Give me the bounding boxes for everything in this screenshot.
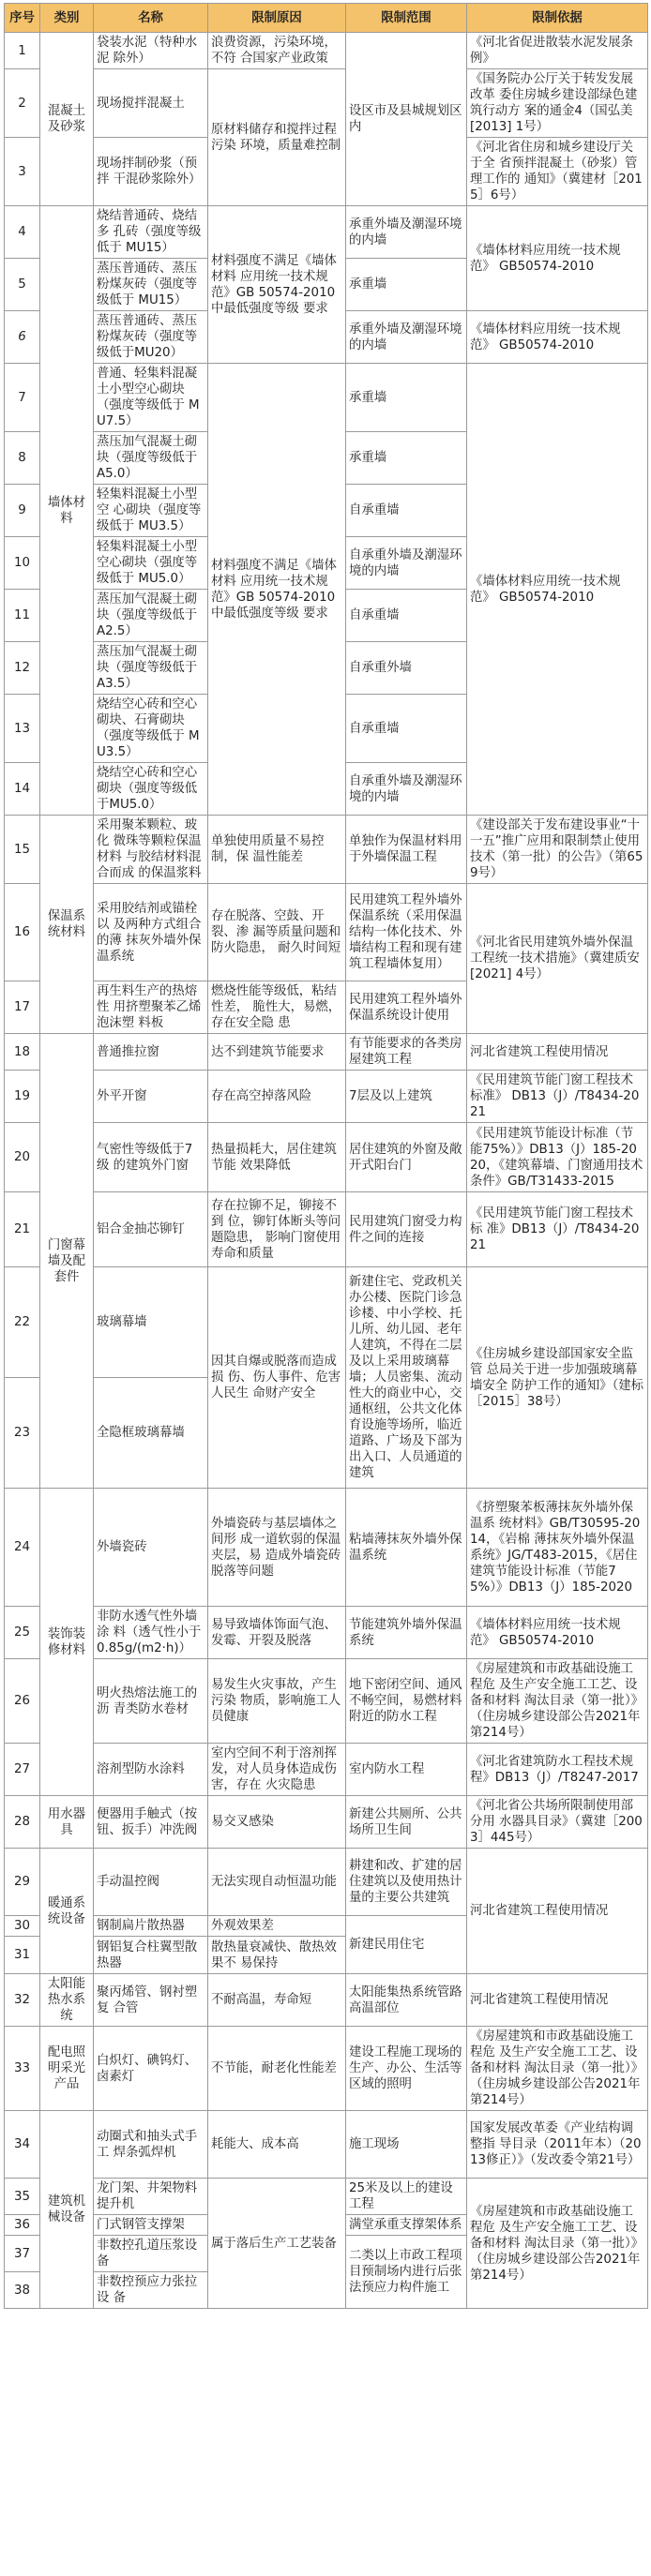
row-name: 铝合金抽芯铆钉: [94, 1192, 208, 1267]
row-seq: 9: [5, 485, 40, 537]
row-name: 钢制扁片散热器: [94, 1916, 208, 1937]
row-name: 轻集料混凝土小型空心砌块（强度等级低于 MU5.0）: [94, 537, 208, 590]
row-scope: 民用建筑工程外墙外保温系统设计使用: [346, 981, 467, 1034]
row-basis: 《河北省建筑防水工程技术规 程》DB13（J）/T8247-2017: [467, 1744, 648, 1796]
row-seq: 22: [5, 1267, 40, 1378]
row-reason: 外墙瓷砖与基层墙体之间形 成一道软弱的保温夹层，易 造成外墙瓷砖脱落等问题: [208, 1489, 346, 1607]
row-reason: 耗能大、成本高: [208, 2111, 346, 2179]
col-scope-header: 限制范围: [346, 4, 467, 33]
row-name: 蒸压加气混凝土砌块（强度等级低于 A5.0）: [94, 432, 208, 485]
row-seq: 38: [5, 2272, 40, 2309]
row-seq: 37: [5, 2236, 40, 2272]
table-row: [5, 1607, 648, 1659]
row-scope: 承重外墙及潮湿环境的内墙: [346, 311, 467, 364]
row-name: 烧结普通砖、烧结多 孔砖（强度等级低于 MU15）: [94, 206, 208, 259]
row-basis: 河北省建筑工程使用情况: [467, 1974, 648, 2027]
row-name: 蒸压加气混凝土砌块（强度等级低于 A3.5）: [94, 642, 208, 695]
table-row: [5, 1034, 648, 1071]
table-row: [5, 2179, 648, 2215]
row-scope: 承重墙: [346, 364, 467, 432]
table-row: [5, 1267, 648, 1378]
row-name: 蒸压加气混凝土砌块（强度等级低于 A2.5）: [94, 590, 208, 642]
row-basis: 《住房城乡建设部国家安全监管 总局关于进一步加强玻璃幕墙安全 防护工作的通知》（建标［2015］38号）: [467, 1267, 648, 1489]
row-name: 便器用手触式（按钮、扳手）冲洗阀: [94, 1796, 208, 1849]
row-seq: 36: [5, 2215, 40, 2236]
row-name: 轻集料混凝土小型空 心砌块（强度等级低于 MU3.5）: [94, 485, 208, 537]
table-row: [5, 206, 648, 259]
row-scope: 室内防水工程: [346, 1744, 467, 1796]
row-basis: 《墙体材料应用统一技术规范》 GB50574-2010: [467, 206, 648, 311]
row-reason: 外观效果差: [208, 1916, 346, 1937]
row-basis: 《河北省促进散装水泥发展条例》: [467, 33, 648, 69]
row-reason: 达不到建筑节能要求: [208, 1034, 346, 1071]
table-row: [5, 1489, 648, 1607]
row-basis: 《墙体材料应用统一技术规范》 GB50574-2010: [467, 364, 648, 816]
row-name: 采用胶结剂或锚栓以 及两种方式组合的薄 抹灰外墙外保温系统: [94, 884, 208, 981]
header-row: [5, 4, 648, 33]
row-category: 装饰装修材料: [40, 1489, 94, 1796]
row-seq: 31: [5, 1937, 40, 1974]
row-category: 墙体材料: [40, 206, 94, 816]
row-reason: 属于落后生产工艺装备: [208, 2179, 346, 2309]
row-seq: 11: [5, 590, 40, 642]
row-scope: 7层及以上建筑: [346, 1071, 467, 1123]
row-seq: 8: [5, 432, 40, 485]
row-reason: 燃烧性能等级低，粘结性差， 脆性大，易燃，存在安全隐 患: [208, 981, 346, 1034]
row-seq: 20: [5, 1123, 40, 1192]
table-row: [5, 1849, 648, 1916]
row-category: 配电照明采光产品: [40, 2027, 94, 2111]
row-basis: 《民用建筑节能门窗工程技术标 准》DB13（J）/T8434-2021: [467, 1192, 648, 1267]
row-name: 龙门架、井架物料提升机: [94, 2179, 208, 2215]
row-name: 全隐框玻璃幕墙: [94, 1378, 208, 1489]
row-reason: 因其自爆或脱落而造成损 伤、伤人事件、危害人民生 命财产安全: [208, 1267, 346, 1489]
row-reason: 热量损耗大，居住建筑节能 效果降低: [208, 1123, 346, 1192]
row-seq: 29: [5, 1849, 40, 1916]
row-scope: 自承重外墙: [346, 642, 467, 695]
row-seq: 10: [5, 537, 40, 590]
row-basis: 《挤塑聚苯板薄抹灰外墙外保温系 统材料》GB/T30595-2014，《岩棉 薄抹灰外墙外保温系统》JG/T483-2015，《居住建筑节能设计标准（节能75%）》DB13（J）185-2020: [467, 1489, 648, 1607]
row-reason: 易导致墙体饰面气泡、发霉、开裂及脱落: [208, 1607, 346, 1659]
table-row: [5, 1974, 648, 2027]
table-row: [5, 1071, 648, 1123]
row-name: 钢铝复合柱翼型散热器: [94, 1937, 208, 1974]
row-basis: 《房屋建筑和市政基础设施工程危 及生产安全施工工艺、设备和材料 淘汰目录（第一批）》（住房城乡建设部公告2021年第214号）: [467, 1659, 648, 1744]
row-reason: 散热量衰减快、散热效果不 易保持: [208, 1937, 346, 1974]
row-scope: 承重外墙及潮湿环境的内墙: [346, 206, 467, 259]
table-row: [5, 816, 648, 884]
row-scope: 施工现场: [346, 2111, 467, 2179]
row-category: 混凝土及砂浆: [40, 33, 94, 206]
row-name: 现场搅拌混凝土: [94, 69, 208, 138]
col-basis-header: 限制依据: [467, 4, 648, 33]
row-reason: 材料强度不满足《墙体材料 应用统一技术规范》GB 50574-2010中最低强度等级 要求: [208, 206, 346, 364]
row-scope: 新建住宅、党政机关办公楼、医院门诊急诊楼、中小学校、托儿所、幼儿园、老年人建筑，不得在二层及以上采用玻璃幕墙；人员密集、流动性大的商业中心，交通枢纽，公共文化体育设施等场所，临近道路、广场及下部为出入口、人员通道的建筑: [346, 1267, 467, 1489]
row-name: 外平开窗: [94, 1071, 208, 1123]
row-seq: 35: [5, 2179, 40, 2215]
row-scope: 粘墙薄抹灰外墙外保温系统: [346, 1489, 467, 1607]
row-category: 用水器具: [40, 1796, 94, 1849]
row-name: 蒸压普通砖、蒸压粉煤灰砖（强度等级低于 MU15）: [94, 259, 208, 311]
row-name: 非数控预应力张拉设 备: [94, 2272, 208, 2309]
row-seq: 5: [5, 259, 40, 311]
row-name: 烧结空心砖和空心 砌块、石膏砌块（强度等级低于 MU3.5）: [94, 695, 208, 763]
row-basis: 《墙体材料应用统一技术规范》 GB50574-2010: [467, 311, 648, 364]
row-name: 现场拌制砂浆（预拌 干混砂浆除外）: [94, 138, 208, 206]
row-category: 门窗幕墙及配套件: [40, 1034, 94, 1489]
row-seq: 12: [5, 642, 40, 695]
row-seq: 1: [5, 33, 40, 69]
row-name: 聚丙烯管、钢衬塑复 合管: [94, 1974, 208, 2027]
table-row: [5, 1659, 648, 1744]
row-category: 建筑机械设备: [40, 2111, 94, 2309]
row-reason: 不耐高温，寿命短: [208, 1974, 346, 2027]
row-scope: 自承重墙: [346, 485, 467, 537]
table-row: [5, 1192, 648, 1267]
table-row: [5, 2111, 648, 2179]
row-name: 非防水透气性外墙涂 料（透气性小于0.85g/(m2·h)）: [94, 1607, 208, 1659]
row-seq: 33: [5, 2027, 40, 2111]
row-basis: 河北省建筑工程使用情况: [467, 1034, 648, 1071]
row-name: 气密性等级低于7级 的建筑外门窗: [94, 1123, 208, 1192]
row-basis: 《河北省民用建筑外墙外保温工程统一技术措施》（冀建质安[2021] 4号）: [467, 884, 648, 1034]
row-reason: 易交叉感染: [208, 1796, 346, 1849]
row-scope: 有节能要求的各类房屋建筑工程: [346, 1034, 467, 1071]
row-category: 暖通系统设备: [40, 1849, 94, 1974]
row-scope: 地下密闭空间、通风不畅空间，易燃材料附近的防水工程: [346, 1659, 467, 1744]
row-seq: 16: [5, 884, 40, 981]
row-name: 外墙瓷砖: [94, 1489, 208, 1607]
row-seq: 19: [5, 1071, 40, 1123]
col-reason-header: 限制原因: [208, 4, 346, 33]
row-basis: 《民用建筑节能设计标准（节能75%）》DB13（J）185-2020，《建筑幕墙、门窗通用技术条件》GB/T31433-2015: [467, 1123, 648, 1192]
row-scope: 太阳能集热系统管路高温部位: [346, 1974, 467, 2027]
row-reason: 浪费资源，污染环境，不符 合国家产业政策: [208, 33, 346, 69]
table-row: [5, 364, 648, 432]
row-basis: 国家发展改革委《产业结构调整指 导目录（2011年本）（2013修正）》（发改委令第21号）: [467, 2111, 648, 2179]
row-scope: 承重墙: [346, 259, 467, 311]
row-scope: 民用建筑门窗受力构件之间的连接: [346, 1192, 467, 1267]
row-reason: 易发生火灾事故，产生污染 物质，影响施工人员健康: [208, 1659, 346, 1744]
row-reason: 材料强度不满足《墙体材料 应用统一技术规范》GB 50574-2010中最低强度等级 要求: [208, 364, 346, 816]
row-scope: 耕建和改、扩建的居住建筑以及使用热计量的主要公共建筑: [346, 1849, 467, 1916]
row-scope: 自承重墙: [346, 590, 467, 642]
row-reason: 存在脱落、空鼓、开裂、渗 漏等质量问题和防火隐患， 耐久时间短: [208, 884, 346, 981]
row-name: 袋装水泥（特种水泥 除外）: [94, 33, 208, 69]
row-reason: 单独使用质量不易控制，保 温性能差: [208, 816, 346, 884]
row-scope: 二类以上市政工程项目预制场内进行后张法预应力构件施工: [346, 2236, 467, 2309]
row-seq: 4: [5, 206, 40, 259]
row-basis: 《河北省公共场所限制使用部分用 水器具目录》（冀建［2003］445号）: [467, 1796, 648, 1849]
row-basis: 《建设部关于发布建设事业“十一五”推广应用和限制禁止使用技术（第一批）的公告》（第659号）: [467, 816, 648, 884]
row-seq: 2: [5, 69, 40, 138]
table-row: [5, 884, 648, 981]
row-name: 明火热熔法施工的沥 青类防水卷材: [94, 1659, 208, 1744]
row-scope: 自承重墙: [346, 695, 467, 763]
row-seq: 28: [5, 1796, 40, 1849]
row-seq: 18: [5, 1034, 40, 1071]
row-seq: 30: [5, 1916, 40, 1937]
row-scope: 新建民用住宅: [346, 1916, 467, 1974]
row-seq: 13: [5, 695, 40, 763]
row-basis: 《民用建筑节能门窗工程技术标准》 DB13（J）/T8434-2021: [467, 1071, 648, 1123]
row-seq: 7: [5, 364, 40, 432]
row-scope: 自承重外墙及潮湿环境的内墙: [346, 537, 467, 590]
row-scope: 新建公共厕所、公共场所卫生间: [346, 1796, 467, 1849]
row-basis: 河北省建筑工程使用情况: [467, 1849, 648, 1974]
row-name: 蒸压普通砖、蒸压粉煤灰砖（强度等级低于MU20）: [94, 311, 208, 364]
row-basis: 《墙体材料应用统一技术规范》 GB50574-2010: [467, 1607, 648, 1659]
row-name: 溶剂型防水涂料: [94, 1744, 208, 1796]
row-seq: 15: [5, 816, 40, 884]
table-row: [5, 2027, 648, 2111]
row-seq: 6: [5, 311, 40, 364]
row-seq: 27: [5, 1744, 40, 1796]
row-basis: 《房屋建筑和市政基础设施工程危 及生产安全施工工艺、设备和材料 淘汰目录（第一批）》（住房城乡建设部公告2021年第214号）: [467, 2027, 648, 2111]
row-category: 太阳能热水系统: [40, 1974, 94, 2027]
row-name: 白炽灯、碘钨灯、卤素灯: [94, 2027, 208, 2111]
row-seq: 3: [5, 138, 40, 206]
row-basis: 《房屋建筑和市政基础设施工程危 及生产安全施工工艺、设备和材料 淘汰目录（第一批）》（住房城乡建设部公告2021年第214号）: [467, 2179, 648, 2309]
row-scope: 节能建筑外墙外保温系统: [346, 1607, 467, 1659]
row-seq: 21: [5, 1192, 40, 1267]
row-seq: 24: [5, 1489, 40, 1607]
row-reason: 原材料储存和搅拌过程污染 环境，质量难控制: [208, 69, 346, 206]
table-row: [5, 1744, 648, 1796]
row-reason: 存在高空掉落风险: [208, 1071, 346, 1123]
row-scope: 设区市及县城规划区内: [346, 33, 467, 206]
row-reason: 存在拉铆不足，铆接不到 位，铆钉体断头等问题隐患， 影响门窗使用寿命和质量: [208, 1192, 346, 1267]
row-scope: 建设工程施工现场的生产、办公、生活等区域的照明: [346, 2027, 467, 2111]
row-scope: 满堂承重支撑架体系: [346, 2215, 467, 2236]
table-row: [5, 1796, 648, 1849]
row-seq: 14: [5, 763, 40, 816]
row-name: 普通、轻集料混凝土小型空心砌块（强度等级低于 MU7.5）: [94, 364, 208, 432]
row-name: 烧结空心砖和空心砌块（强度等级低于MU5.0）: [94, 763, 208, 816]
row-basis: 《国务院办公厅关于转发发展改革 委住房城乡建设部绿色建筑行动方 案的通金4（国弘美[2013] 1号）: [467, 69, 648, 138]
row-name: 采用聚苯颗粒、玻化 微珠等颗粒保温材料 与胶结材料混合而成 的保温浆料: [94, 816, 208, 884]
row-scope: 居住建筑的外窗及敞开式阳台门: [346, 1123, 467, 1192]
row-name: 门式钢管支撑架: [94, 2215, 208, 2236]
row-seq: 34: [5, 2111, 40, 2179]
row-name: 玻璃幕墙: [94, 1267, 208, 1378]
row-scope: 承重墙: [346, 432, 467, 485]
row-seq: 17: [5, 981, 40, 1034]
row-scope: 民用建筑工程外墙外保温系统（采用保温结构一体化技术、外墙结构工程和现有建筑工程墙体复用）: [346, 884, 467, 981]
row-seq: 25: [5, 1607, 40, 1659]
table-row: [5, 1123, 648, 1192]
col-category-header: 类别: [40, 4, 94, 33]
row-reason: 不节能，耐老化性能差: [208, 2027, 346, 2111]
row-name: 动圈式和抽头式手工 焊条弧焊机: [94, 2111, 208, 2179]
row-category: 保温系统材料: [40, 816, 94, 1034]
restriction-table: [4, 3, 648, 2309]
row-name: 再生料生产的热熔性 用挤塑聚苯乙烯泡沫塑 料板: [94, 981, 208, 1034]
col-name-header: 名称: [94, 4, 208, 33]
row-seq: 32: [5, 1974, 40, 2027]
row-scope: 25米及以上的建设工程: [346, 2179, 467, 2215]
row-reason: 无法实现自动恒温功能: [208, 1849, 346, 1916]
row-basis: 《河北省住房和城乡建设厅关于全 省预拌混凝土（砂浆）管理工作的 通知》（冀建材［2015］6号）: [467, 138, 648, 206]
row-name: 非数控孔道压浆设备: [94, 2236, 208, 2272]
table-row: [5, 33, 648, 69]
row-seq: 26: [5, 1659, 40, 1744]
col-seq-header: 序号: [5, 4, 40, 33]
row-name: 普通推拉窗: [94, 1034, 208, 1071]
row-seq: 23: [5, 1378, 40, 1489]
row-scope: 自承重外墙及潮湿环境的内墙: [346, 763, 467, 816]
row-scope: 单独作为保温材料用于外墙保温工程: [346, 816, 467, 884]
table-row: [5, 69, 648, 138]
row-reason: 室内空间不利于溶剂挥发，对人员身体造成伤害，存在 火灾隐患: [208, 1744, 346, 1796]
row-name: 手动温控阀: [94, 1849, 208, 1916]
